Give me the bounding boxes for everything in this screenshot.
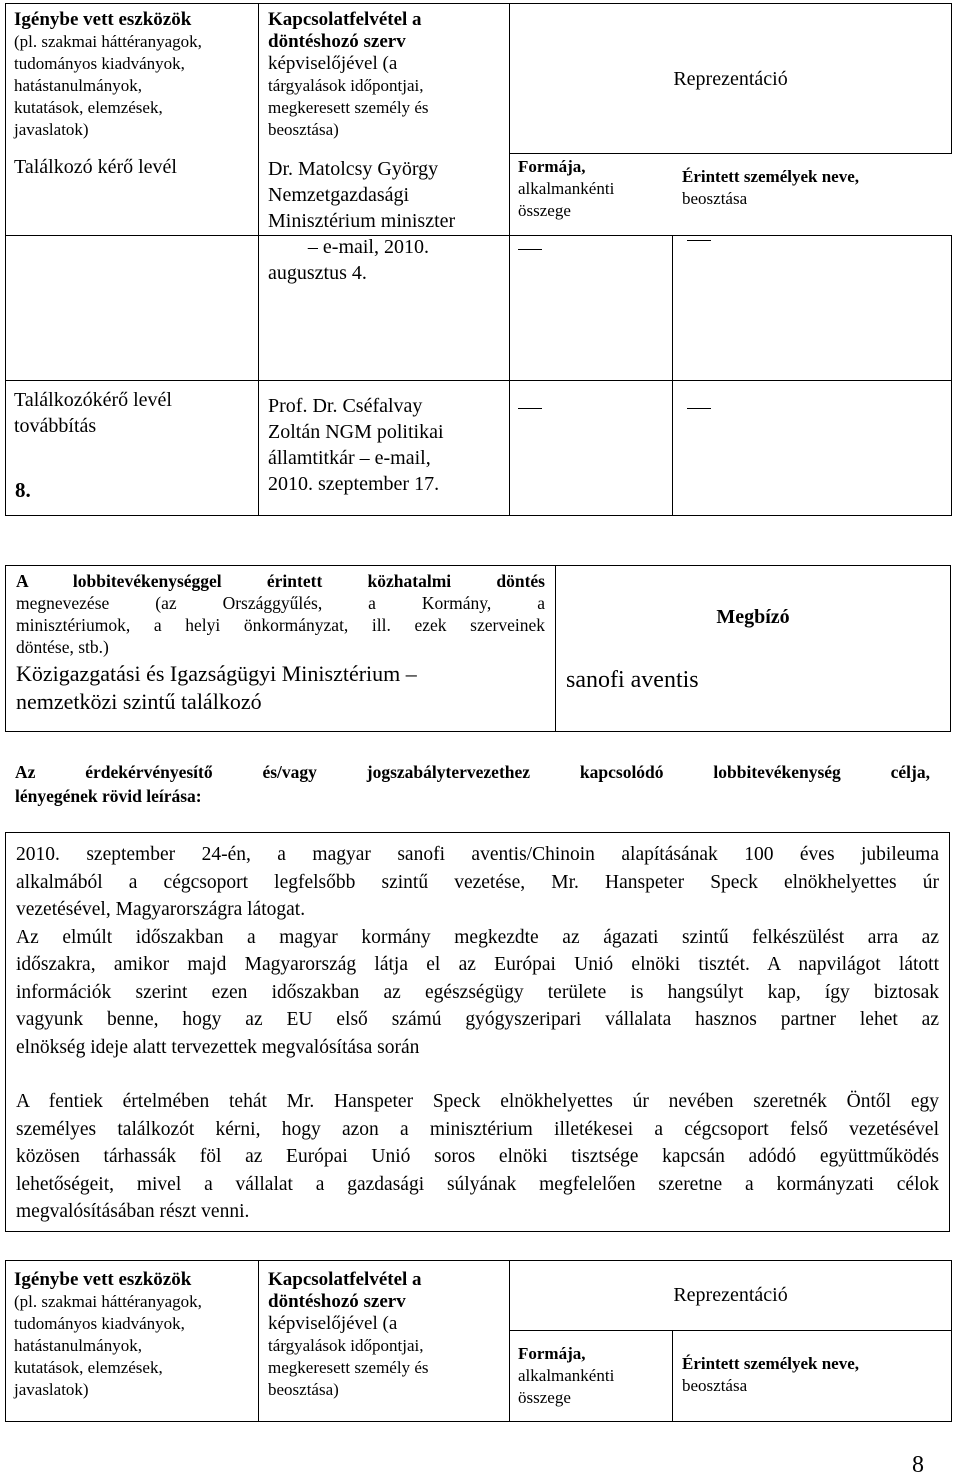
eszkozok-line: tudományos kiadványok, — [14, 1314, 185, 1333]
dash-icon — [518, 408, 542, 409]
eszkozok-line: hatástanulmányok, — [14, 76, 142, 95]
eszkoz-value: Találkozókérő levél — [14, 389, 172, 411]
eszkozok-line: tudományos kiadványok, — [14, 54, 185, 73]
description-line: személyes találkozót kérni, hogy azon a minisztérium illetékesei a cégcsoport felső vezetésével — [16, 1118, 939, 1140]
forma-line: alkalmankénti — [518, 179, 615, 198]
megbizo-cell — [556, 566, 951, 732]
kapcsolat-line: Zoltán NGM politikai — [268, 421, 444, 443]
dontes-header-line: megnevezése (az Országgyűlés, a Kormány, a — [16, 593, 545, 613]
dash-icon — [518, 249, 542, 250]
erintett-line: beosztása — [682, 189, 748, 208]
forma-cell — [510, 157, 673, 381]
kapcsolat-title: döntéshozó szerv — [268, 31, 406, 52]
forma-title: Formája, — [518, 1344, 586, 1364]
kapcsolat-line: – e-mail, 2010. — [307, 236, 429, 258]
kapcsolat-line: Minisztérium miniszter — [268, 210, 456, 232]
dash-icon — [687, 408, 711, 409]
kapcsolat-title: képviselőjével (a — [268, 1313, 398, 1334]
kapcsolat-title: Kapcsolatfelvétel a — [268, 1269, 422, 1290]
forma-title: Formája, — [518, 157, 586, 176]
eszkoz-cell — [6, 381, 259, 516]
dontes-cell — [6, 566, 556, 732]
kapcsolat-line: megkeresett személy és — [268, 98, 429, 117]
description-line: megvalósításában részt venni. — [16, 1201, 250, 1222]
eszkoz-value: Találkozó kérő levél — [14, 156, 177, 178]
cel-heading-line: Az érdekérvényesítő és/vagy jogszabálytervezethez kapcsolódó lobbitevékenység célja, — [15, 762, 930, 782]
description-line: elnökség ideje alatt tervezettek megvalósítása során — [16, 1036, 420, 1058]
kapcsolat-title: Kapcsolatfelvétel a — [268, 9, 422, 30]
reprezentacio-header-cell — [510, 1261, 952, 1331]
kapcsolat-line: 2010. szeptember 17. — [268, 473, 440, 495]
kapcsolat-line: beosztása) — [268, 1380, 339, 1399]
eszkozok-header-cell — [6, 1261, 259, 1422]
erintett-cell — [673, 167, 952, 381]
forma-line: alkalmankénti — [518, 1366, 615, 1386]
description-line: alkalmából a cégcsoport legfelsőbb szintű vezetése, Mr. Hanspeter Speck elnökhelyettes úr — [16, 871, 939, 893]
erintett-title: Érintett személyek neve, — [682, 1354, 860, 1374]
kapcsolat-line: augusztus 4. — [268, 262, 367, 284]
erintett-title: Érintett személyek neve, — [682, 167, 860, 186]
forma-header-cell — [510, 1331, 673, 1422]
description-line: közösen tárhassák föl az Európai Unió soros elnöki tisztsége kapcsán adódó együttműködés — [16, 1146, 939, 1167]
lobby-table-2 — [5, 565, 951, 732]
description-line: 2010. szeptember 24-én, a magyar sanofi aventis/Chinoin alapításának 100 éves jubileuma — [16, 844, 939, 865]
description-box — [5, 832, 950, 1232]
eszkozok-line: (pl. szakmai háttéranyagok, — [14, 1292, 202, 1311]
eszkoz-value: továbbítás — [14, 415, 97, 437]
eszkozok-title: Igénybe vett eszközök — [14, 9, 192, 30]
kapcsolat-line: államtitkár – e-mail, — [268, 447, 431, 469]
kapcsolat-line: beosztása) — [268, 120, 339, 139]
erintett-header-cell — [673, 1331, 952, 1422]
reprezentacio-title: Reprezentáció — [673, 1284, 788, 1307]
lobby-table-3 — [5, 1260, 952, 1422]
cel-heading-line: lényegének rövid leírása: — [15, 786, 202, 806]
eszkozok-line: hatástanulmányok, — [14, 1336, 142, 1355]
dontes-header-line: minisztériumok, a helyi önkormányzat, ill. ezek szerveinek — [16, 615, 545, 635]
eszkozok-line: kutatások, elemzések, — [14, 1358, 163, 1377]
eszkozok-line: kutatások, elemzések, — [14, 98, 163, 117]
forma-line: összege — [518, 1388, 571, 1408]
description-line: információk szerint ezen időszakban az egészségügy területe is hangsúlyt kap, így biztosak — [16, 981, 939, 1003]
megbizo-value: sanofi aventis — [566, 667, 699, 693]
forma-cell — [510, 381, 673, 516]
eszkozok-line: javaslatok) — [14, 120, 89, 139]
dontes-value: Közigazgatási és Igazságügyi Minisztérium – — [16, 661, 417, 686]
eszkozok-title: Igénybe vett eszközök — [14, 1269, 192, 1290]
dash-icon — [687, 240, 711, 241]
kapcsolat-line: Nemzetgazdasági — [268, 184, 410, 206]
kapcsolat-header-cell — [259, 1261, 510, 1422]
description-line: időszakra, amikor majd Magyarország látja el az Európai Unió elnöki tisztét. A napvilágot látott — [16, 954, 939, 975]
section-number: 8. — [15, 478, 31, 502]
dontes-value: nemzetközi szintű találkozó — [16, 689, 262, 714]
kapcsolat-cell — [259, 381, 510, 516]
kapcsolat-title: döntéshozó szerv — [268, 1291, 406, 1312]
kapcsolat-line: Prof. Dr. Cséfalvay — [268, 395, 423, 417]
dontes-header-line: A lobbitevékenységgel érintett közhatalmi döntés — [16, 571, 545, 591]
forma-line: összege — [518, 201, 571, 220]
kapcsolat-cell — [259, 158, 510, 381]
description-line: Az elmúlt időszakban a magyar kormány megkezdte az ágazati szintű felkészülést arra az — [16, 926, 939, 948]
eszkoz-cell — [6, 156, 259, 381]
eszkozok-line: javaslatok) — [14, 1380, 89, 1399]
dontes-header-line: döntése, stb.) — [16, 637, 109, 657]
cel-heading — [15, 760, 930, 808]
kapcsolat-line: Dr. Matolcsy György — [268, 158, 439, 180]
erintett-cell — [673, 381, 952, 516]
page-number: 8 — [912, 1452, 924, 1478]
lobby-table-1 — [5, 3, 952, 516]
eszkozok-header-cell — [6, 4, 259, 236]
description-line: lehetőségeit, mivel a vállalat a gazdasági súlyának megfelelően szeretne a kormányzati célok — [16, 1173, 939, 1195]
kapcsolat-line: tárgyalások időpontjai, — [268, 1336, 424, 1355]
description-line: A fentiek értelmében tehát Mr. Hanspeter Speck elnökhelyettes úr nevében szeretnék Öntől egy — [16, 1091, 939, 1112]
description-line: vezetésével, Magyarországra látogat. — [16, 899, 306, 920]
erintett-line: beosztása — [682, 1376, 748, 1396]
kapcsolat-title: képviselőjével (a — [268, 53, 398, 74]
description-line: vagyunk benne, hogy az EU első számú gyógyszeripari vállalata hasznos partner lehet az — [16, 1009, 939, 1030]
reprezentacio-title: Reprezentáció — [673, 67, 788, 90]
eszkozok-line: (pl. szakmai háttéranyagok, — [14, 32, 202, 51]
megbizo-title: Megbízó — [716, 606, 790, 628]
kapcsolat-line: megkeresett személy és — [268, 1358, 429, 1377]
reprezentacio-header-cell — [510, 4, 952, 154]
kapcsolat-line: tárgyalások időpontjai, — [268, 76, 424, 95]
